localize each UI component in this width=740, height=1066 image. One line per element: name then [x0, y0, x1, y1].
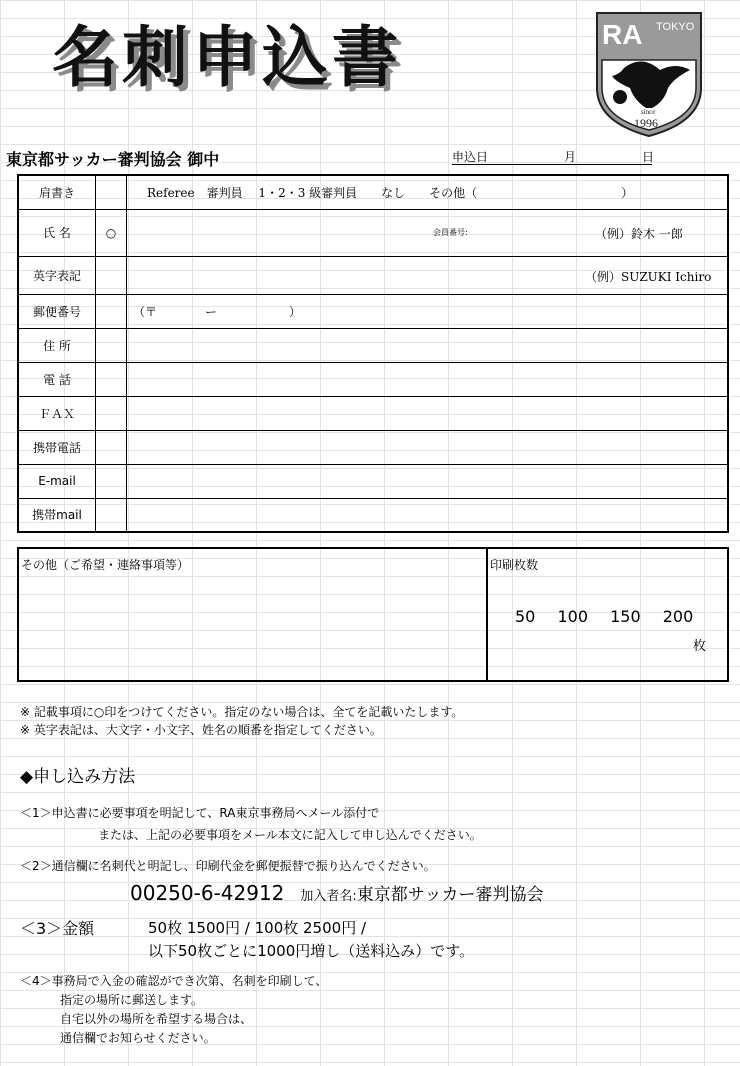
- ra-tokyo-logo: [594, 10, 704, 138]
- account-number: 00250-6-42912: [130, 881, 285, 905]
- mark-address[interactable]: [96, 328, 127, 362]
- method-heading: ◆申し込み方法: [20, 767, 136, 787]
- print-option-200[interactable]: 200: [662, 607, 694, 626]
- step-3-label: ＜3＞金額: [20, 919, 95, 938]
- phone-field[interactable]: [127, 362, 729, 396]
- account-holder-name: 東京都サッカー審判協会: [356, 885, 544, 905]
- date-month: 月: [564, 150, 577, 164]
- label-mobile-mail: 携帯mail: [18, 498, 96, 532]
- mark-mobile[interactable]: [96, 430, 127, 464]
- row-romanized: [18, 256, 728, 294]
- label-address: 住 所: [18, 328, 96, 362]
- step-3-line-a: 50枚 1500円 / 100枚 2500円 /: [148, 919, 367, 937]
- date-label: 申込日: [452, 150, 489, 164]
- mark-romanized[interactable]: [96, 256, 127, 294]
- print-count-options: [515, 607, 710, 626]
- print-option-100[interactable]: 100: [557, 607, 588, 626]
- print-count-label: 印刷枚数: [490, 558, 539, 572]
- logo-ra: RA: [602, 19, 643, 50]
- date-day: 日: [642, 150, 655, 164]
- fax-field[interactable]: [127, 396, 729, 430]
- label-postal: 郵便番号: [18, 294, 96, 328]
- logo-since: since: [641, 108, 656, 116]
- romanized-example: （例）SUZUKI Ichiro: [585, 269, 712, 284]
- postal-text: （〒 ー ）: [133, 304, 302, 319]
- label-phone: 電 話: [18, 362, 96, 396]
- row-title: [18, 175, 728, 209]
- row-postal: [18, 294, 728, 328]
- other-requests-label: その他（ご希望・連絡事項等）: [21, 558, 190, 572]
- name-example: （例）鈴木 一郎: [595, 226, 683, 241]
- mark-email[interactable]: [96, 464, 127, 498]
- application-form-table: [17, 174, 729, 533]
- note-2: ※ 英字表記は、大文字・小文字、姓名の順番を指定してください。: [20, 723, 382, 737]
- step-4-line-c: 自宅以外の場所を希望する場合は、: [60, 1012, 253, 1026]
- row-mobile-mail: [18, 498, 728, 532]
- step-4-line-b: 指定の場所に郵送します。: [60, 993, 204, 1007]
- print-count-unit: 枚: [693, 639, 707, 654]
- member-number-label: 会員番号:: [433, 227, 468, 237]
- logo-year: 1996: [634, 116, 658, 130]
- mark-mobile-mail[interactable]: [96, 498, 127, 532]
- title-options-text: Referee 審判員 1・2・3 級審判員 なし その他（ ）: [147, 185, 634, 200]
- step-3-line-b: 以下50枚ごとに1000円増し（送料込み）です。: [148, 942, 475, 960]
- logo-tokyo: TOKYO: [656, 21, 695, 33]
- addressee: 東京都サッカー審判協会 御中: [6, 150, 220, 169]
- step-4-line-d: 通信欄でお知らせください。: [60, 1031, 216, 1045]
- mark-title[interactable]: [96, 175, 127, 209]
- name-field[interactable]: [127, 209, 729, 256]
- print-option-150[interactable]: 150: [610, 607, 641, 626]
- mark-name[interactable]: ○: [96, 209, 127, 256]
- label-fax: ＦＡＸ: [18, 396, 96, 430]
- print-option-50[interactable]: 50: [515, 607, 536, 626]
- step-1-line-b: または、上記の必要事項をメール本文に記入して申し込んでください。: [98, 828, 482, 842]
- mark-phone[interactable]: [96, 362, 127, 396]
- step-4-line-a: ＜4＞事務局で入金の確認ができ次第、名刺を印刷して、: [20, 974, 328, 988]
- address-field[interactable]: [127, 328, 729, 362]
- label-email: E-mail: [18, 464, 96, 498]
- mark-postal[interactable]: [96, 294, 127, 328]
- label-romanized: 英字表記: [18, 256, 96, 294]
- row-name: [18, 209, 728, 256]
- row-email: [18, 464, 728, 498]
- account-holder-label: 加入者名:: [300, 889, 357, 904]
- mark-fax[interactable]: [96, 396, 127, 430]
- other-and-print-box: [17, 547, 729, 682]
- postal-transfer-account: [130, 880, 543, 905]
- row-fax: [18, 396, 728, 430]
- application-date-field[interactable]: [452, 148, 655, 165]
- postal-field[interactable]: [127, 294, 729, 328]
- label-mobile: 携帯電話: [18, 430, 96, 464]
- step-1-line-a: ＜1＞申込書に必要事項を明記して、RA東京事務局へメール添付で: [20, 806, 380, 820]
- mobile-mail-field[interactable]: [127, 498, 729, 532]
- row-phone: [18, 362, 728, 396]
- form-title: 名刺申込書: [52, 19, 402, 96]
- mobile-field[interactable]: [127, 430, 729, 464]
- label-name: 氏 名: [18, 209, 96, 256]
- romanized-field[interactable]: [127, 256, 729, 294]
- row-address: [18, 328, 728, 362]
- row-mobile: [18, 430, 728, 464]
- email-field[interactable]: [127, 464, 729, 498]
- label-title: 肩書き: [18, 175, 96, 209]
- note-1: ※ 記載事項に○印をつけてください。指定のない場合は、全てを記載いたします。: [20, 705, 464, 719]
- step-2: ＜2＞通信欄に名刺代と明記し、印刷代金を郵便振替で振り込んでください。: [20, 859, 436, 873]
- title-options[interactable]: [127, 175, 729, 209]
